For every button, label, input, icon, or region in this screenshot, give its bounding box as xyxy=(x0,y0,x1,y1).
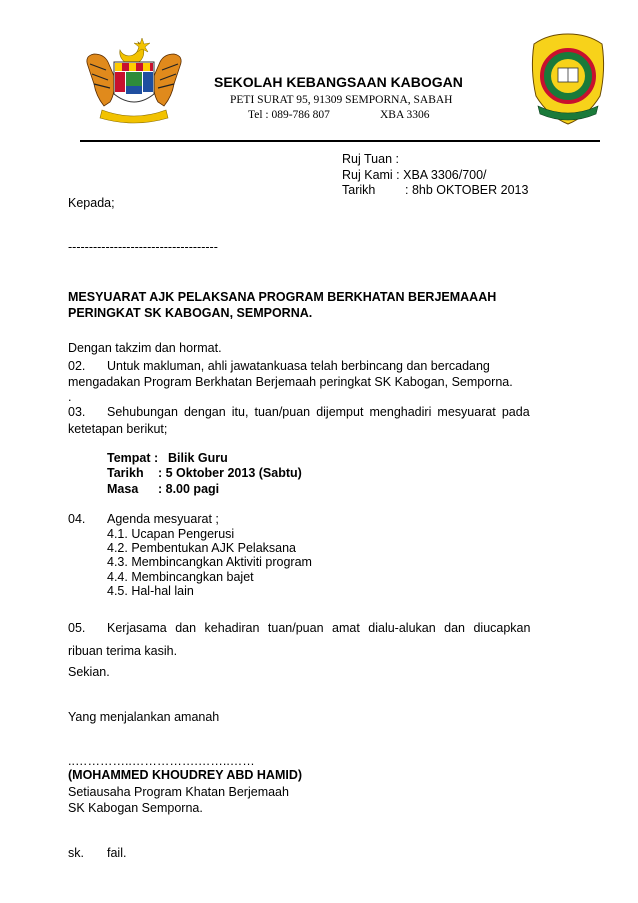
letterhead-divider xyxy=(80,140,600,142)
para-05-number: 05. xyxy=(68,621,86,635)
signature-dots: ..…………..…………….……..…… xyxy=(68,754,255,768)
school-name: SEKOLAH KEBANGSAAN KABOGAN xyxy=(214,74,463,90)
subject-line-2: PERINGKAT SK KABOGAN, SEMPORNA. xyxy=(68,306,313,320)
school-address: PETI SURAT 95, 91309 SEMPORNA, SABAH xyxy=(230,94,453,106)
detail-tarikh-label: Tarikh xyxy=(107,466,144,480)
malaysia-coat-of-arms-icon xyxy=(80,36,188,126)
detail-masa-label: Masa xyxy=(107,482,139,496)
para-03-line-2: ketetapan berikut; xyxy=(68,422,168,436)
subject-line-1: MESYUARAT AJK PELAKSANA PROGRAM BERKHATAN BERJEMAAAH xyxy=(68,290,497,304)
para-03-line-1: Sehubungan dengan itu, tuan/puan dijemput menghadiri mesyuarat pada xyxy=(107,405,530,419)
para-03-number: 03. xyxy=(68,405,86,419)
detail-tempat-value: Bilik Guru xyxy=(168,451,228,465)
agenda-item: 4.1. Ucapan Pengerusi xyxy=(107,527,235,541)
sk-value: fail. xyxy=(107,846,127,860)
sk-label: sk. xyxy=(68,846,84,860)
school-crest-icon xyxy=(528,30,608,130)
para-05-line-2: ribuan terima kasih. xyxy=(68,644,178,658)
detail-masa-value: : 8.00 pagi xyxy=(158,482,220,496)
para-05-line-1: Kerjasama dan kehadiran tuan/puan amat dialu-alukan dan diucapkan xyxy=(107,621,531,635)
agenda-item: 4.2. Pembentukan AJK Pelaksana xyxy=(107,541,297,555)
ref-tarikh-value: : 8hb OKTOBER 2013 xyxy=(405,183,529,197)
school-code: XBA 3306 xyxy=(380,109,430,121)
agenda-title: Agenda mesyuarat ; xyxy=(107,512,219,526)
greeting: Dengan takzim dan hormat. xyxy=(68,341,222,355)
signatory-org: SK Kabogan Semporna. xyxy=(68,801,203,815)
signatory-title: Setiausaha Program Khatan Berjemaah xyxy=(68,785,289,799)
para-02-line-2: mengadakan Program Berkhatan Berjemaah peringkat SK Kabogan, Semporna. xyxy=(68,375,513,389)
signatory-name: (MOHAMMED KHOUDREY ABD HAMID) xyxy=(68,768,303,782)
recipient-blank-line: ------------------------------------ xyxy=(68,240,218,254)
recipient-kepada: Kepada; xyxy=(68,196,115,210)
school-tel: Tel : 089-786 807 xyxy=(248,109,330,121)
agenda-item: 4.4. Membincangkan bajet xyxy=(107,570,254,584)
sekian: Sekian. xyxy=(68,665,110,679)
agenda-number: 04. xyxy=(68,512,86,526)
stray-dot: . xyxy=(68,390,72,404)
ref-tarikh-label: Tarikh xyxy=(342,183,376,197)
agenda-item: 4.5. Hal-hal lain xyxy=(107,584,194,598)
ref-ruj-tuan: Ruj Tuan : xyxy=(342,152,399,166)
ref-ruj-kami: Ruj Kami : XBA 3306/700/ xyxy=(342,168,487,182)
yang-menjalankan-amanah: Yang menjalankan amanah xyxy=(68,710,220,724)
agenda-item: 4.3. Membincangkan Aktiviti program xyxy=(107,555,312,569)
detail-tarikh-value: : 5 Oktober 2013 (Sabtu) xyxy=(158,466,302,480)
detail-tempat-label: Tempat : xyxy=(107,451,159,465)
para-02-number: 02. xyxy=(68,359,86,373)
para-02-line-1: Untuk makluman, ahli jawatankuasa telah berbincang dan bercadang xyxy=(107,359,490,373)
